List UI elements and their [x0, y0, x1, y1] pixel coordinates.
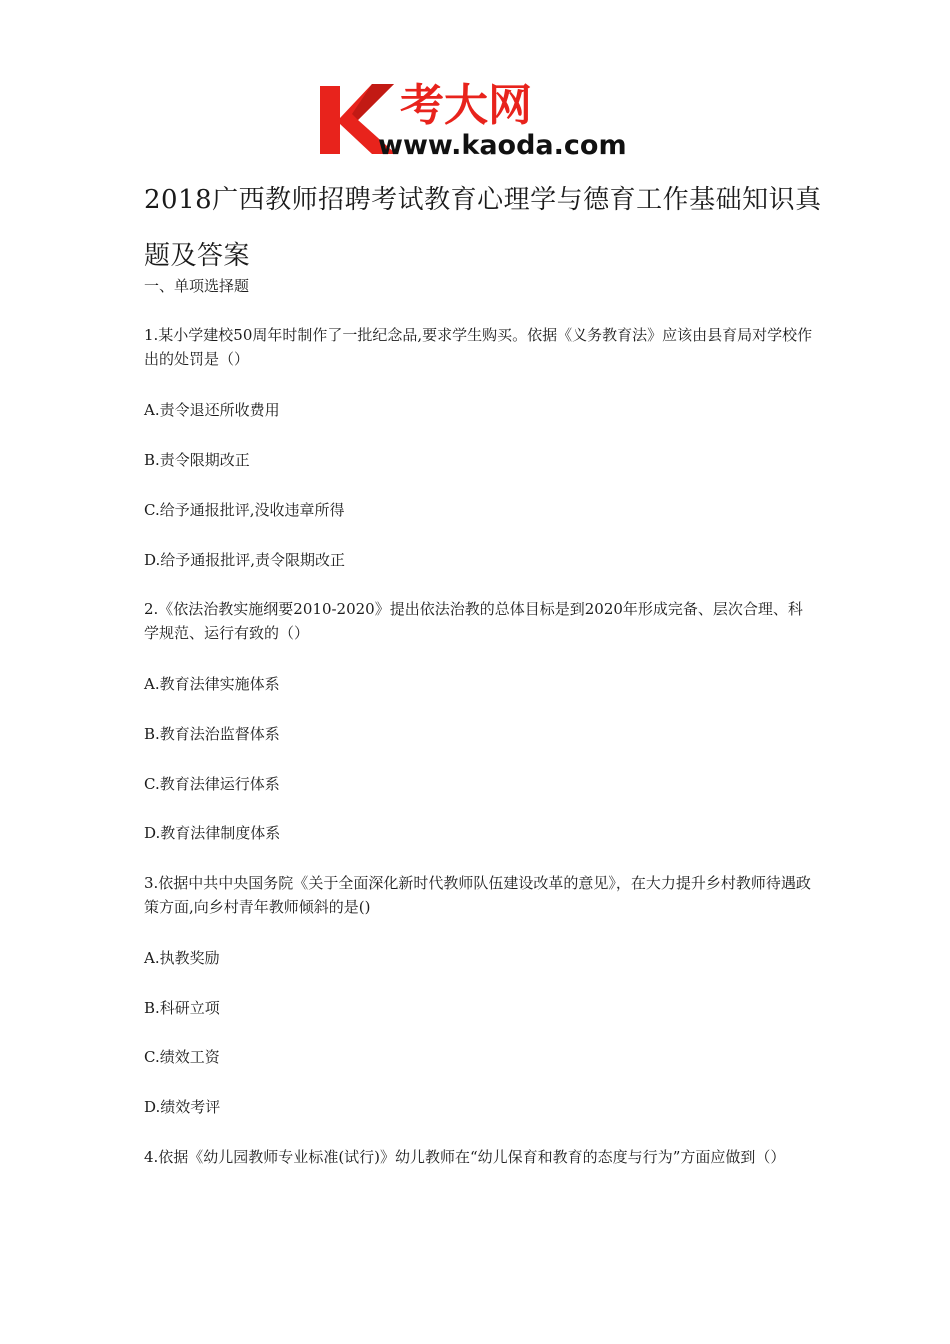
question-1-option-d: D.给予通报批评,责令限期改正 [144, 551, 346, 569]
question-2-stem: 2.《依法治教实施纲要2010-2020》提出依法治教的总体目标是到2020年形成完备、层次合理、科学规范、运行有致的（） [144, 600, 803, 642]
logo-graphic [318, 76, 648, 160]
question-1-stem: 1.某小学建校50周年时制作了一批纪念品,要求学生购买。依据《义务教育法》应该由县育局对学校作出的处罚是（） [144, 326, 813, 368]
question-3-option-c: C.绩效工资 [144, 1048, 220, 1066]
document-title: 2018广西教师招聘考试教育心理学与德育工作基础知识真题及答案 [144, 185, 822, 271]
logo-brand-cn: 考大网 [400, 80, 532, 131]
question-1-option-b: B.责令限期改正 [144, 451, 250, 469]
question-2-option-c: C.教育法律运行体系 [144, 775, 280, 793]
question-2-option-d: D.教育法律制度体系 [144, 824, 281, 842]
section-heading: 一、单项选择题 [144, 277, 250, 295]
question-1-option-a: A.责令退还所收费用 [144, 401, 280, 419]
question-3-stem: 3.依据中共中央国务院《关于全面深化新时代教师队伍建设改革的意见》，在大力提升乡村教师待遇政策方面,向乡村青年教师倾斜的是() [144, 874, 811, 916]
question-3-option-b: B.科研立项 [144, 999, 220, 1017]
question-1-option-c: C.给予通报批评,没收违章所得 [144, 501, 345, 519]
question-3-option-a: A.执教奖励 [144, 949, 220, 967]
kaoda-logo [318, 76, 648, 160]
logo-url: www.kaoda.com [378, 130, 627, 160]
question-2-option-a: A.教育法律实施体系 [144, 675, 280, 693]
question-4-stem: 4.依据《幼儿园教师专业标准(试行)》幼儿教师在“幼儿保育和教育的态度与行为”方面应做到（） [144, 1148, 786, 1166]
question-3-option-d: D.绩效考评 [144, 1098, 221, 1116]
question-2-option-b: B.教育法治监督体系 [144, 725, 280, 743]
